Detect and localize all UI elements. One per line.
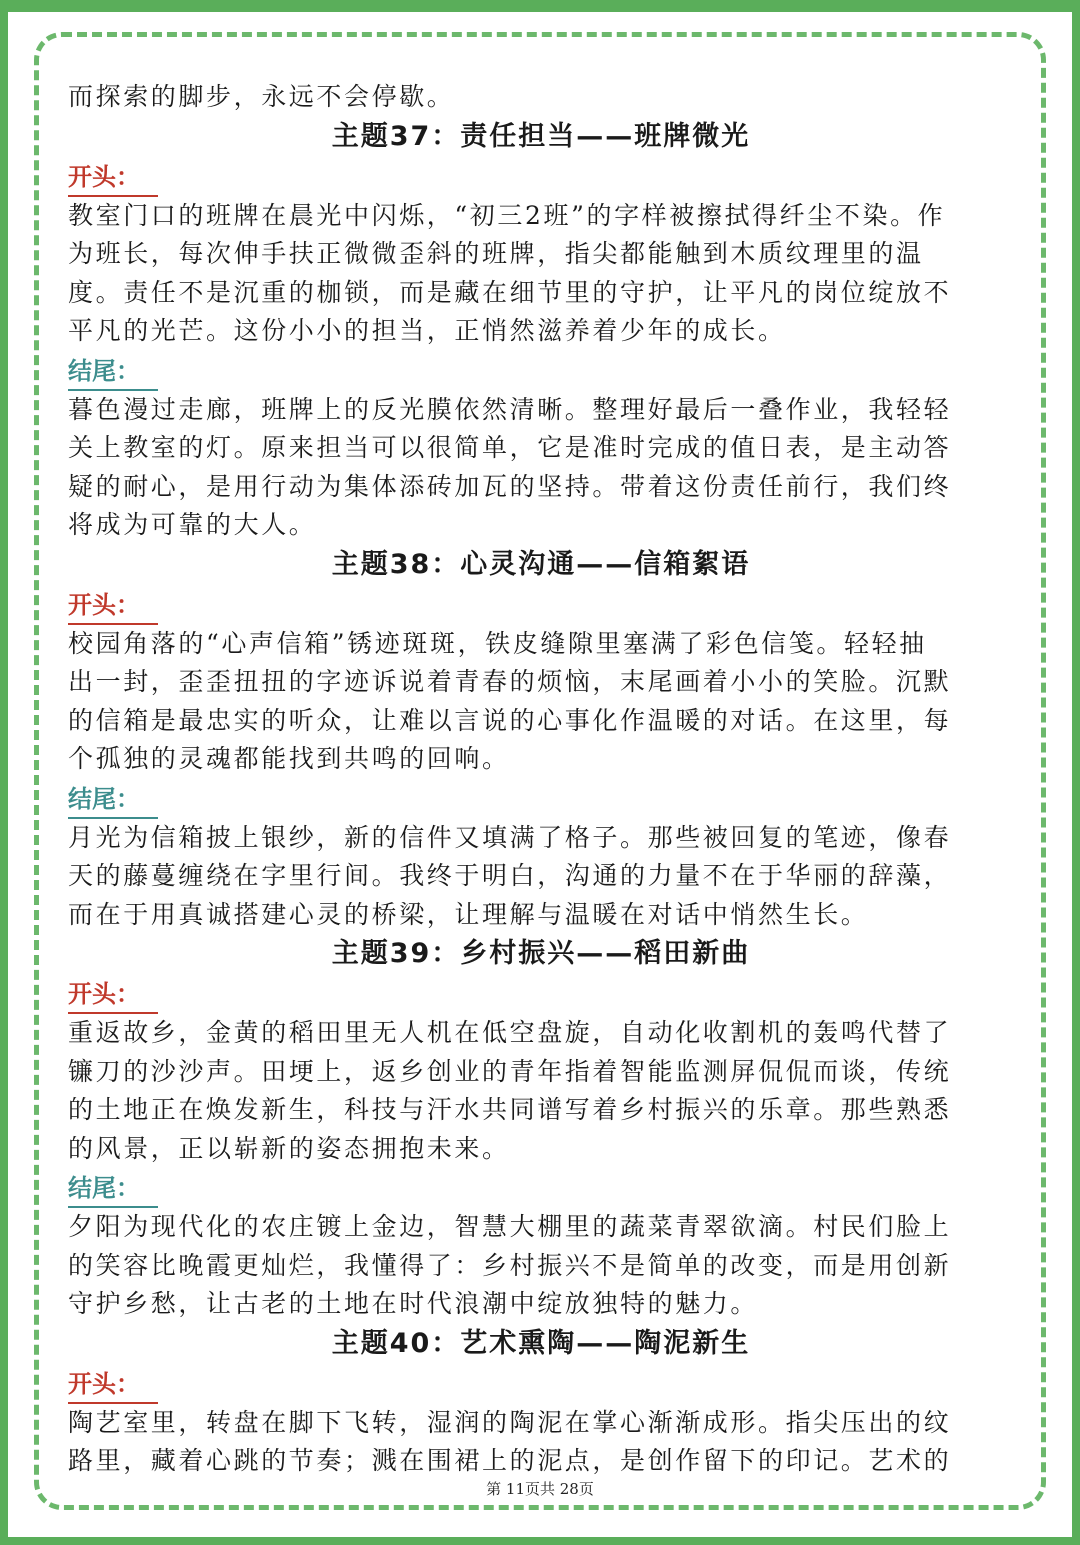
- document-content: [68, 78, 1014, 1481]
- paragraph-line: 路里，藏着心跳的节奏；溅在围裙上的泥点，是创作留下的印记。艺术的: [68, 1446, 952, 1475]
- paragraph-line: 守护乡愁，让古老的土地在时代浪潮中绽放独特的魅力。: [68, 1289, 759, 1318]
- paragraph-line: 校园角落的“心声信箱”锈迹斑斑，铁皮缝隙里塞满了彩色信笺。轻轻抽: [68, 628, 927, 658]
- topic-title: 主题37：责任担当——班牌微光: [331, 120, 751, 152]
- paragraph-line: 重返故乡，金黄的稻田里无人机在低空盘旋，自动化收割机的轰鸣代替了: [68, 1018, 952, 1047]
- paragraph-line: 而在于用真诚搭建心灵的桥梁，让理解与温暖在对话中悄然生长。: [68, 899, 869, 929]
- paragraph-line: 的笑容比晚霞更灿烂，我懂得了：乡村振兴不是简单的改变，而是用创新: [68, 1250, 952, 1280]
- topic-title: 主题40：艺术熏陶——陶泥新生: [331, 1327, 751, 1359]
- topic-title: 主题38：心灵沟通——信箱絮语: [331, 548, 751, 580]
- paragraph-line: 度。责任不是沉重的枷锁，而是藏在细节里的守护，让平凡的岗位绽放不: [68, 277, 952, 307]
- topic-title: 主题39：乡村振兴——稻田新曲: [331, 938, 751, 969]
- paragraph-line: 的土地正在焕发新生，科技与汗水共同谱写着乡村振兴的乐章。那些熟悉: [68, 1095, 952, 1124]
- intro-line: 而探索的脚步，永远不会停歇。: [68, 82, 455, 111]
- opening-label: 开头：: [68, 1366, 158, 1404]
- topic-37: [68, 117, 1014, 545]
- topic-39: [68, 934, 1014, 1324]
- ending-label: 结尾：: [68, 353, 158, 391]
- paragraph-line: 天的藤蔓缠绕在字里行间。我终于明白，沟通的力量不在于华丽的辞藻，: [68, 861, 952, 890]
- paragraph-line: 月光为信箱披上银纱，新的信件又填满了格子。那些被回复的笔迹，像春: [68, 822, 952, 852]
- paragraph-line: 关上教室的灯。原来担当可以很简单，它是准时完成的值日表，是主动答: [68, 433, 952, 462]
- paragraph-line: 疑的耐心，是用行动为集体添砖加瓦的坚持。带着这份责任前行，我们终: [68, 471, 952, 501]
- opening-label: 开头：: [68, 587, 158, 625]
- paragraph-line: 镰刀的沙沙声。田埂上，返乡创业的青年指着智能监测屏侃侃而谈，传统: [68, 1056, 952, 1086]
- paragraph-line: 的信箱是最忠实的听众，让难以言说的心事化作温暖的对话。在这里，每: [68, 705, 952, 735]
- paragraph-line: 教室门口的班牌在晨光中闪烁，“初三2班”的字样被擦拭得纤尘不染。作: [68, 200, 946, 230]
- paragraph-line: 个孤独的灵魂都能找到共鸣的回响。: [68, 744, 510, 773]
- opening-label: 开头：: [68, 159, 158, 197]
- paragraph-line: 暮色漫过走廊，班牌上的反光膜依然清晰。整理好最后一叠作业，我轻轻: [68, 394, 952, 424]
- topic-38: [68, 545, 1014, 935]
- paragraph-line: 为班长，每次伸手扶正微微歪斜的班牌，指尖都能触到木质纹理里的温: [68, 239, 924, 268]
- paragraph-line: 夕阳为现代化的农庄镀上金边，智慧大棚里的蔬菜青翠欲滴。村民们脸上: [68, 1212, 952, 1241]
- page-footer: 第 11页共 28页: [486, 1480, 594, 1498]
- ending-label: 结尾：: [68, 781, 158, 819]
- opening-label: 开头：: [68, 976, 158, 1014]
- topic-40: [68, 1324, 1014, 1481]
- paragraph-line: 陶艺室里，转盘在脚下飞转，湿润的陶泥在掌心渐渐成形。指尖压出的纹: [68, 1407, 952, 1437]
- ending-label: 结尾：: [68, 1170, 158, 1208]
- paragraph-line: 平凡的光芒。这份小小的担当，正悄然滋养着少年的成长。: [68, 316, 786, 345]
- paragraph-line: 的风景，正以崭新的姿态拥抱未来。: [68, 1133, 510, 1163]
- paragraph-line: 出一封，歪歪扭扭的字迹诉说着青春的烦恼，末尾画着小小的笑脸。沉默: [68, 667, 952, 696]
- paragraph-line: 将成为可靠的大人。: [68, 510, 317, 539]
